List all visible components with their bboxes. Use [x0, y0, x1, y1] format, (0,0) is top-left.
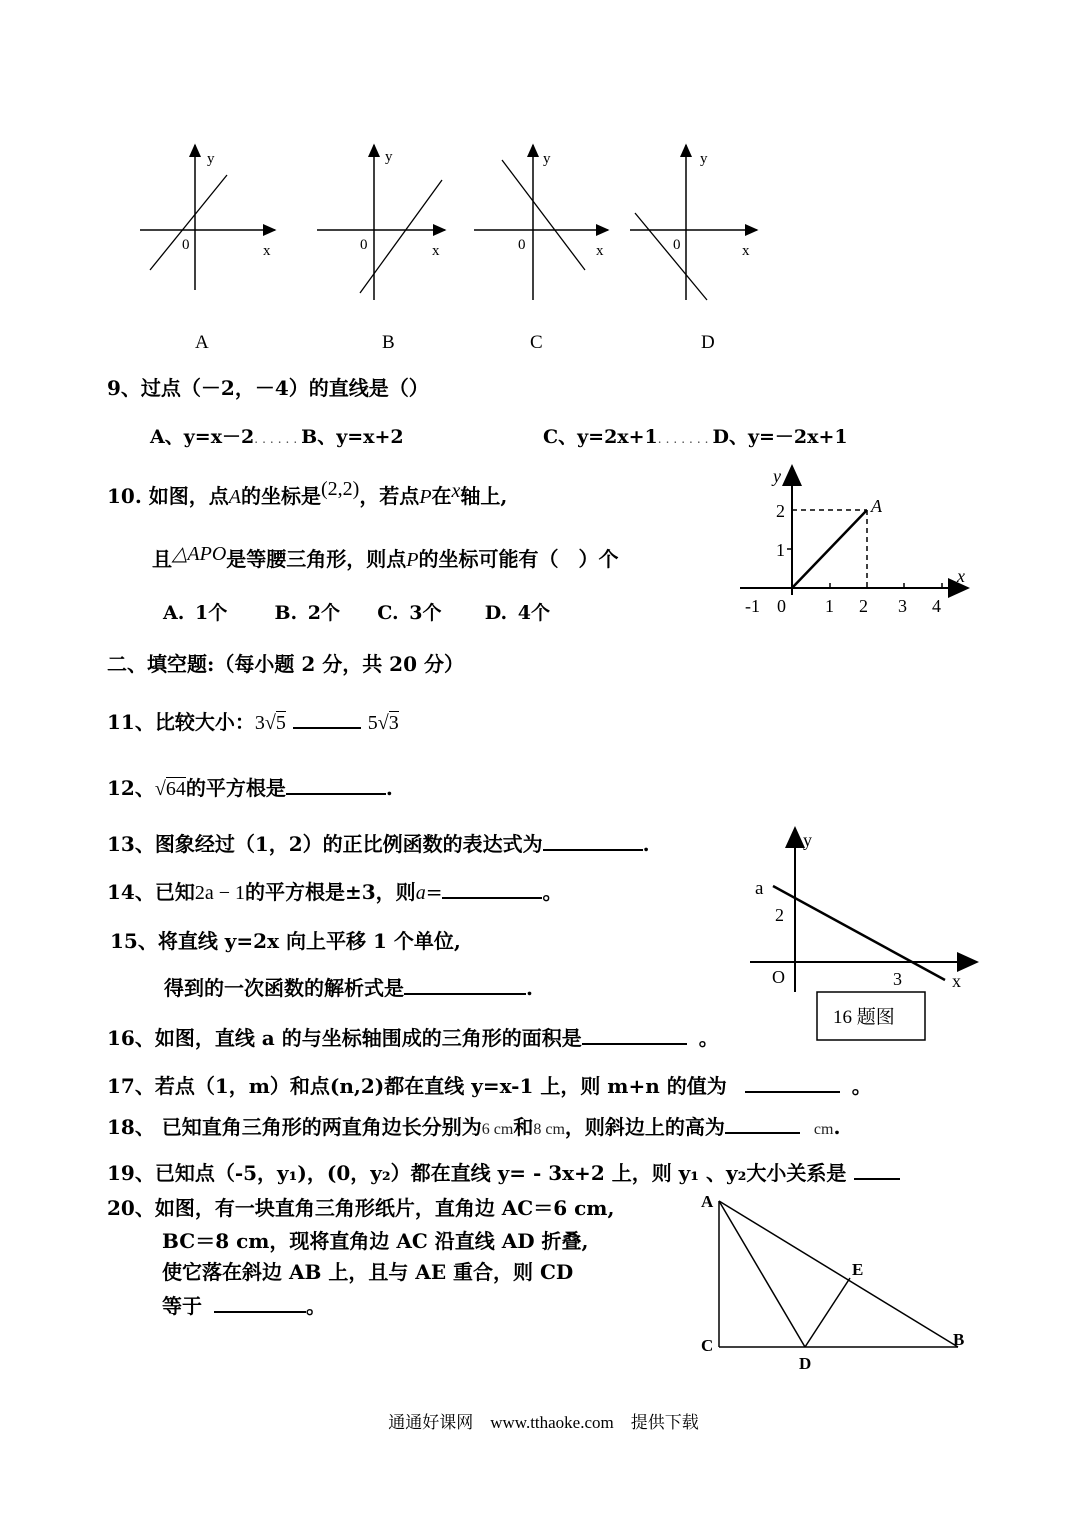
q11-pre: 11、比较大小： — [107, 710, 255, 734]
q10-triangle: △APO — [172, 543, 227, 565]
graph-choices — [130, 135, 770, 315]
q9-options — [150, 422, 404, 449]
q10-line2-mid: 是等腰三角形，则点 — [226, 547, 407, 571]
q10-line1-post3: 轴上, — [460, 484, 508, 508]
graph-c-y-label: y — [543, 151, 551, 167]
q14-answer-blank[interactable] — [442, 879, 542, 899]
q20-line4-text: 等于 — [162, 1294, 202, 1318]
graph-label-b: B — [382, 332, 395, 353]
q18-unit: cm — [813, 1121, 834, 1138]
q11 — [107, 706, 399, 735]
q10-fig-xtick-3: 3 — [898, 596, 907, 616]
q9-option-b: B、y=x+2 — [301, 426, 404, 448]
q10-fig-xtick-neg1: -1 — [745, 596, 760, 616]
q14-eq: = — [425, 880, 443, 904]
q10-option-c: C. 3个 — [377, 602, 442, 624]
q18-value-1: 6 cm — [481, 1121, 514, 1138]
q15-answer-blank[interactable] — [404, 975, 526, 995]
q10-fig-xtick-1: 1 — [825, 596, 834, 616]
q20-figure — [695, 1185, 975, 1375]
q10-option-b: B. 2个 — [274, 602, 340, 624]
q16-text: 16、如图，直线 a 的与坐标轴围成的三角形的面积是 — [107, 1026, 582, 1050]
q12-post: 的平方根是 — [185, 776, 286, 800]
q10-figure — [735, 460, 975, 625]
q10-point-a: A — [228, 486, 241, 508]
q13 — [107, 828, 650, 857]
q12-root: √64 — [154, 778, 186, 800]
graph-d — [630, 145, 757, 300]
q14-expr: 2a − 1 — [194, 882, 245, 904]
q15-line2 — [164, 972, 533, 1001]
q17 — [107, 1070, 872, 1099]
q19-answer-blank[interactable] — [854, 1160, 900, 1180]
q10-line2-pre: 且 — [152, 547, 172, 571]
q20-line2: BC＝8 cm，现将直角边 AC 沿直线 AD 折叠, — [162, 1229, 589, 1253]
q10-coord: (2,2) — [320, 478, 360, 500]
q13-end: . — [642, 832, 650, 856]
q16-end: 。 — [698, 1026, 719, 1050]
q20-fig-c: C — [701, 1336, 714, 1355]
graph-label-a: A — [195, 332, 209, 353]
q10-line1-post1: ，若点 — [359, 484, 420, 508]
q10-line2-post: 的坐标可能有（ ）个 — [418, 547, 619, 571]
q14-end: 。 — [542, 880, 563, 904]
q13-answer-blank[interactable] — [543, 831, 643, 851]
q20-line1: 20、如图，有一块直角三角形纸片，直角边 AC＝6 cm, — [107, 1196, 615, 1220]
q11-left-coef: 3 — [254, 712, 265, 734]
q9-dots-2: ....... — [657, 432, 713, 446]
q10-line1 — [107, 480, 507, 509]
q17-answer-blank[interactable] — [745, 1073, 840, 1093]
q17-end: 。 — [851, 1074, 872, 1098]
page-footer: 通通好课网 www.tthaoke.com 提供下载 — [388, 1413, 699, 1432]
q19 — [107, 1157, 900, 1186]
q10-fig-x: x — [957, 566, 965, 586]
q20-end: 。 — [306, 1294, 326, 1318]
graph-a-x-label: x — [263, 243, 271, 259]
q11-right-expr: 5√3 — [367, 712, 399, 734]
q10-line1-pre: 10. 如图，点 — [107, 484, 229, 508]
q12 — [107, 772, 393, 801]
q14-pre: 14、已知 — [107, 880, 195, 904]
q10-line2 — [152, 543, 618, 572]
q9-option-c: C、y=2x+1 — [543, 426, 658, 448]
q10-x-axis: x — [451, 480, 461, 502]
q20-fig-d: D — [799, 1354, 812, 1373]
graph-c — [474, 145, 608, 300]
q16-fig-caption: 16 题图 — [833, 1007, 895, 1028]
q10-fig-ytick-1: 1 — [776, 540, 785, 560]
graph-label-c: C — [530, 332, 543, 353]
q14-mid: 的平方根是±3，则 — [245, 880, 416, 904]
q16-fig-xtick: 3 — [893, 969, 902, 989]
q11-left-expr: 3√5 — [254, 712, 286, 734]
graph-b — [317, 145, 445, 300]
graph-b-origin: 0 — [360, 237, 368, 253]
q14 — [107, 876, 562, 905]
q12-rad: 64 — [165, 778, 186, 800]
q10-options — [163, 598, 550, 625]
q16-fig-line-a: a — [755, 878, 764, 899]
graph-a-y-label: y — [207, 151, 215, 167]
q10-line1-post2: 在 — [431, 484, 452, 508]
q16-figure — [745, 822, 985, 1047]
q10-fig-y: y — [773, 466, 781, 486]
graph-b-x-label: x — [432, 243, 440, 259]
section-2-heading: 二、填空题:（每小题 2 分，共 20 分） — [107, 652, 464, 676]
q16-fig-ytick: 2 — [775, 905, 784, 925]
graph-label-d: D — [701, 332, 715, 353]
q16-fig-origin: O — [772, 967, 785, 987]
q9-option-a: A、y=x－2 — [150, 426, 255, 448]
q18-mid: ，则斜边上的高为 — [564, 1115, 725, 1139]
q9-dots-1: ...... — [254, 432, 302, 446]
q9-text: 9、过点（－2，－4）的直线是（） — [107, 376, 429, 400]
q13-text: 13、图象经过（1，2）的正比例函数的表达式为 — [107, 832, 543, 856]
q19-text: 19、已知点（-5，y₁)，(0，y₂）都在直线 y= - 3x+2 上，则 y₁ 、y₂大小关系是 — [107, 1161, 847, 1185]
q14-var: a — [415, 882, 426, 904]
q12-end: . — [385, 776, 393, 800]
q17-text: 17、若点（1，m）和点(n,2)都在直线 y=x-1 上，则 m+n 的值为 — [107, 1074, 727, 1098]
graph-d-y-label: y — [700, 151, 708, 167]
graph-c-origin: 0 — [518, 237, 526, 253]
q18-value-2: 8 cm — [533, 1121, 565, 1138]
q10-point-p: P — [419, 486, 432, 508]
q16 — [107, 1022, 719, 1051]
graph-a — [140, 145, 275, 290]
q10-fig-a: A — [871, 496, 882, 516]
q10-fig-xtick-4: 4 — [932, 596, 941, 616]
q18-end: . — [833, 1115, 841, 1139]
q15-line1: 15、将直线 y=2x 向上平移 1 个单位, — [110, 929, 461, 953]
q20-answer-blank[interactable] — [214, 1293, 306, 1313]
q18-pre: 18、 已知直角三角形的两直角边长分别为 — [107, 1115, 482, 1139]
q20-line4 — [162, 1290, 326, 1319]
q16-answer-blank[interactable] — [582, 1025, 687, 1045]
q20-fig-a: A — [701, 1192, 714, 1211]
graph-d-origin: 0 — [673, 237, 681, 253]
q18-answer-blank[interactable] — [725, 1114, 800, 1134]
q11-left-rad: 5 — [275, 712, 286, 734]
graph-d-x-label: x — [742, 243, 750, 259]
q10-option-d: D. 4个 — [484, 602, 550, 624]
graph-a-origin: 0 — [182, 237, 190, 253]
q10-fig-xtick-2: 2 — [859, 596, 868, 616]
q9-option-d: D、y=－2x+1 — [712, 426, 848, 448]
q12-answer-blank[interactable] — [286, 775, 386, 795]
q10-line2-p: P — [406, 549, 419, 571]
q11-right-coef: 5 — [367, 712, 378, 734]
q11-right-rad: 3 — [388, 712, 399, 734]
q10-option-a: A. 1个 — [163, 602, 228, 624]
q20-fig-e: E — [852, 1260, 864, 1279]
q18 — [107, 1111, 840, 1140]
q12-pre: 12、 — [107, 776, 155, 800]
graph-c-x-label: x — [596, 243, 604, 259]
q16-fig-y: y — [803, 830, 812, 850]
q10-fig-ytick-2: 2 — [776, 501, 785, 521]
q15-line2-text: 得到的一次函数的解析式是 — [164, 976, 404, 1000]
q11-answer-blank[interactable] — [293, 709, 361, 729]
q20-fig-b: B — [953, 1330, 965, 1349]
q10-fig-xtick-0: 0 — [777, 596, 786, 616]
q10-line1-mid: 的坐标是 — [240, 484, 321, 508]
q18-and: 和 — [513, 1115, 534, 1139]
q16-fig-x: x — [952, 971, 961, 991]
q15-end: . — [526, 976, 533, 1000]
graph-b-y-label: y — [385, 149, 393, 165]
q9-options-2 — [543, 422, 848, 449]
q20-line3: 使它落在斜边 AB 上，且与 AE 重合，则 CD — [162, 1260, 574, 1284]
